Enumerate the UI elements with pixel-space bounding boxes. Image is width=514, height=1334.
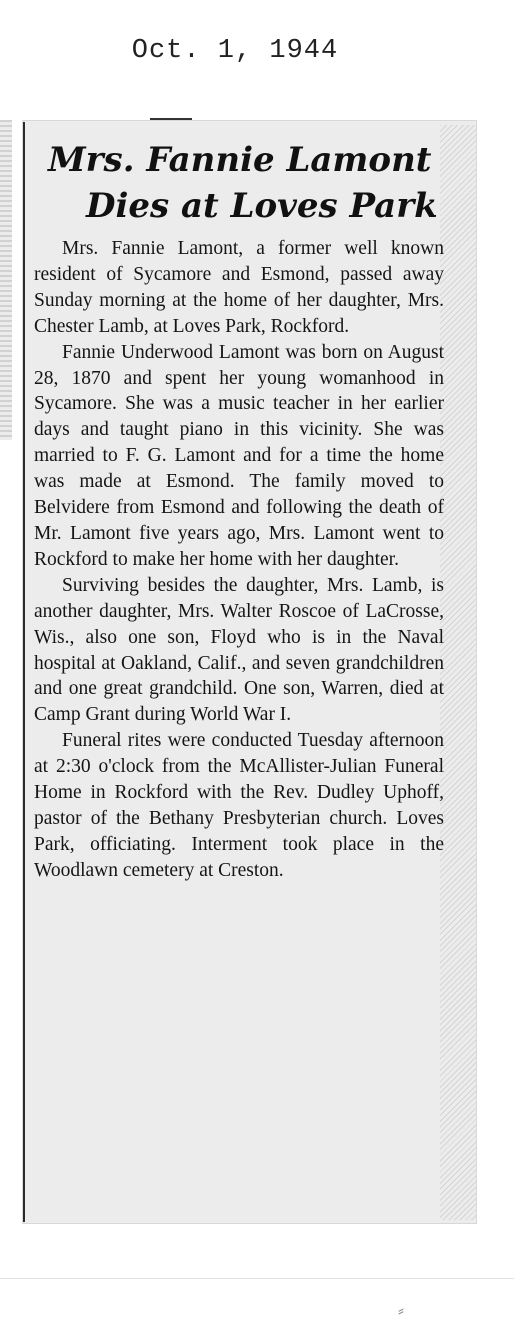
article-body <box>34 236 444 884</box>
article-paragraph: Funeral rites were conducted Tuesday afternoon at 2:30 o'clock from the McAllister-Julian Funeral Home in Rockford with the Rev. Dudley Uphoff, pastor of the Bethany Presbyterian church. Loves Park, officiating. Interment took place in the Woodlawn cemetery at Creston. <box>34 730 444 881</box>
clipping-right-speckle <box>440 125 476 1220</box>
scan-mark: ⸗ <box>398 1300 404 1321</box>
clipping-top-mark <box>150 118 192 120</box>
clipping-left-border <box>23 122 25 1222</box>
page-edge-left <box>0 120 12 440</box>
headline-line-2: Dies at Loves Park <box>86 186 438 226</box>
article-paragraph: Fannie Underwood Lamont was born on August 28, 1870 and spent her young womanhood in Sycamore. She was a music teacher in her earlier days and taught piano in this vicinity. She was married to F. G. Lamont and for a time the home was made at Esmond. The family moved to Belvidere from Esmond and following the death of Mr. Lamont five years ago, Mrs. Lamont went to Rockford to make her home with her daughter. <box>34 341 444 570</box>
scan-bottom-line <box>0 1278 514 1279</box>
article-paragraph: Mrs. Fannie Lamont, a former well known resident of Sycamore and Esmond, passed away Sunday morning at the home of her daughter, Mrs. Chester Lamb, at Loves Park, Rockford. <box>34 238 444 337</box>
headline-line-1: Mrs. Fannie Lamont <box>48 140 432 180</box>
date-header: Oct. 1, 1944 <box>131 36 339 66</box>
article-paragraph: Surviving besides the daughter, Mrs. Lamb, is another daughter, Mrs. Walter Roscoe of LaCrosse, Wis., also one son, Floyd who is in the Naval hospital at Oakland, Calif., and seven grandchildren and one great grandchild. One son, Warren, died at Camp Grant during World War I. <box>34 574 444 726</box>
